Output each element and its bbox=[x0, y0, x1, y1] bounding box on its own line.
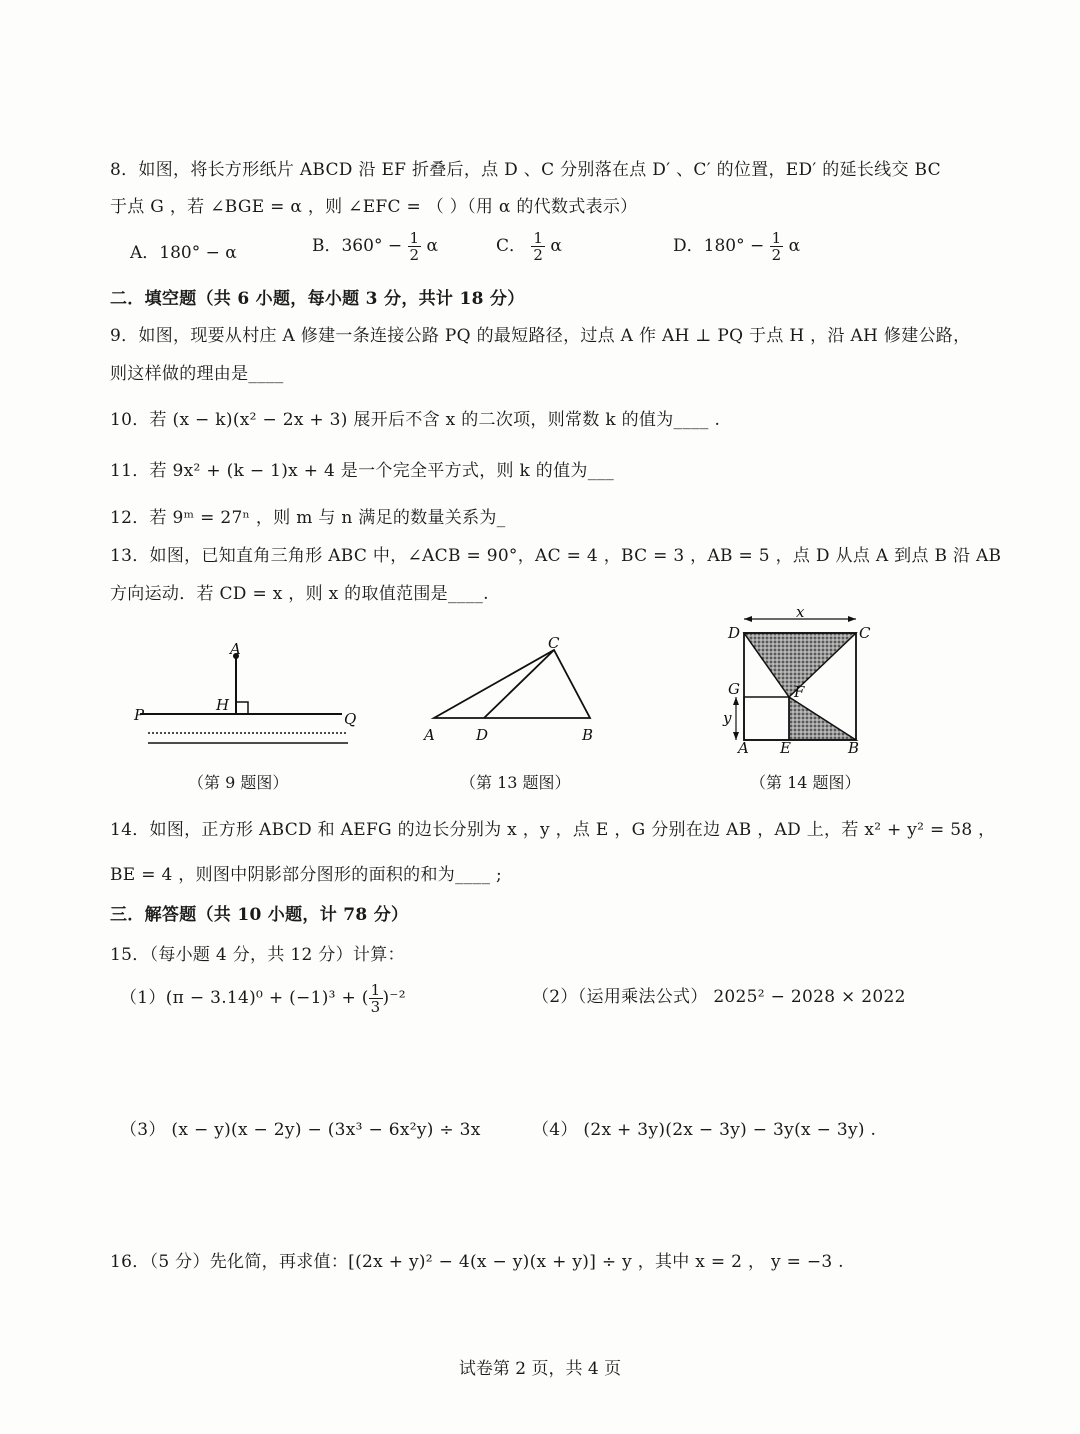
q8-option-b-prefix: B．360° − bbox=[312, 236, 403, 256]
q15-part1-prefix: （1）(π − 3.14)⁰ + (−1)³ + ( bbox=[120, 988, 369, 1008]
fig9-caption: （第 9 题图） bbox=[188, 773, 289, 792]
fraction-denominator: 2 bbox=[771, 246, 782, 264]
q8-option-c bbox=[496, 230, 562, 263]
fraction-denominator: 3 bbox=[370, 998, 381, 1016]
fig14-arrow-up bbox=[733, 697, 739, 705]
fig13-label-a: A bbox=[424, 726, 435, 744]
fig14-label-f: F bbox=[794, 683, 805, 701]
fig9-label-q: Q bbox=[344, 710, 357, 728]
q8-option-d-prefix: D．180° − bbox=[673, 236, 765, 256]
page-footer: 试卷第 2 页，共 4 页 bbox=[458, 1359, 622, 1379]
fig13-label-c: C bbox=[548, 634, 560, 652]
figure-q9 bbox=[130, 640, 370, 750]
q15-part3: （3） (x − y)(x − 2y) − (3x³ − 6x²y) ÷ 3x bbox=[120, 1120, 481, 1140]
fraction-denominator: 2 bbox=[533, 246, 543, 264]
fraction-denominator: 2 bbox=[409, 246, 420, 264]
fig14-label-c: C bbox=[859, 624, 871, 642]
q12-text: 12．若 9ᵐ = 27ⁿ ，则 m 与 n 满足的数量关系为_ bbox=[110, 508, 506, 528]
fig13-label-d: D bbox=[476, 726, 489, 744]
fig14-arrow-right bbox=[848, 616, 856, 622]
q15-intro: 15．（每小题 4 分，共 12 分）计算： bbox=[110, 945, 405, 965]
q10-text: 10．若 (x − k)(x² − 2x + 3) 展开后不含 x 的二次项，则常数 k 的值为____ . bbox=[110, 410, 721, 430]
fig13-caption: （第 13 题图） bbox=[460, 773, 571, 792]
q9-line1: 9．如图，现要从村庄 A 修建一条连接公路 PQ 的最短路径，过点 A 作 AH ⊥ PQ 于点 H ，沿 AH 修建公路， bbox=[110, 326, 971, 346]
q8-line2: 于点 G ，若 ∠BGE = α ，则 ∠EFC = （ ）（用 α 的代数式表示） bbox=[110, 197, 638, 217]
fig14-square-aefg bbox=[744, 697, 789, 740]
fraction-numerator: 1 bbox=[771, 229, 782, 247]
figure-q13 bbox=[418, 630, 618, 750]
q8-option-c-prefix: C． bbox=[496, 236, 527, 256]
q13-line2: 方向运动．若 CD = x ，则 x 的取值范围是____. bbox=[110, 584, 489, 604]
q14-line2: BE = 4 ，则图中阴影部分图形的面积的和为____ ; bbox=[110, 865, 503, 885]
fraction-numerator: 1 bbox=[370, 981, 381, 999]
fig14-shaded-triangle-bottom bbox=[789, 697, 856, 740]
q8-option-b-fraction bbox=[408, 230, 422, 263]
q14-line1: 14．如图，正方形 ABCD 和 AEFG 的边长分别为 x ，y ，点 E ，G 分别在边 AB ，AD 上，若 x² + y² = 58 ， bbox=[110, 820, 996, 840]
fig14-label-a: A bbox=[738, 739, 749, 755]
fig9-right-angle-mark bbox=[236, 702, 248, 714]
q8-option-a: A．180° − α bbox=[130, 243, 237, 263]
q16-text: 16．（5 分）先化简，再求值：[(2x + y)² − 4(x − y)(x + y)] ÷ y ，其中 x = 2 ， y = −3 . bbox=[110, 1252, 844, 1272]
fig14-label-e: E bbox=[780, 739, 791, 755]
fig9-label-h: H bbox=[216, 696, 230, 714]
q8-option-c-suffix: α bbox=[550, 236, 562, 256]
q15-part1 bbox=[120, 982, 406, 1015]
q15-part1-suffix: )⁻² bbox=[382, 988, 406, 1008]
q9-line2: 则这样做的理由是____ bbox=[110, 364, 284, 384]
q15-part4: （4） (2x + 3y)(2x − 3y) − 3y(x − 3y) . bbox=[532, 1120, 877, 1140]
fig9-label-p: P bbox=[134, 706, 145, 724]
q8-option-c-fraction bbox=[531, 230, 545, 263]
fig14-arrow-left bbox=[744, 616, 752, 622]
q8-option-b-suffix: α bbox=[426, 236, 438, 256]
q15-part1-fraction bbox=[369, 982, 383, 1015]
q8-option-d-suffix: α bbox=[788, 236, 801, 256]
fig13-label-b: B bbox=[582, 726, 594, 744]
q15-part2: （2）（运用乘法公式） 2025² − 2028 × 2022 bbox=[532, 987, 906, 1007]
figure-q14 bbox=[722, 605, 882, 755]
fig14-caption: （第 14 题图） bbox=[750, 773, 861, 792]
section2-heading: 二．填空题（共 6 小题，每小题 3 分，共计 18 分） bbox=[110, 289, 525, 309]
fig13-triangle-abc bbox=[434, 650, 590, 718]
q11-text: 11．若 9x² + (k − 1)x + 4 是一个完全平方式，则 k 的值为___ bbox=[110, 461, 615, 481]
fraction-numerator: 1 bbox=[409, 229, 420, 247]
q8-option-d-fraction bbox=[770, 230, 784, 263]
q8-line1: 8．如图，将长方形纸片 ABCD 沿 EF 折叠后，点 D 、C 分别落在点 D′ 、C′ 的位置，ED′ 的延长线交 BC bbox=[110, 160, 941, 180]
fig14-label-y: y bbox=[723, 709, 732, 727]
fraction-numerator: 1 bbox=[533, 229, 543, 247]
q8-option-d bbox=[673, 230, 800, 263]
fig14-label-x: x bbox=[796, 605, 805, 621]
fig9-label-a: A bbox=[230, 640, 241, 658]
fig14-label-b: B bbox=[848, 739, 860, 755]
fig14-label-g: G bbox=[728, 680, 740, 698]
fig14-label-d: D bbox=[728, 624, 741, 642]
q8-option-b bbox=[312, 230, 438, 263]
section3-heading: 三．解答题（共 10 小题，计 78 分） bbox=[110, 905, 409, 925]
q13-line1: 13．如图，已知直角三角形 ABC 中，∠ACB = 90°，AC = 4 ，BC = 3 ，AB = 5 ，点 D 从点 A 到点 B 沿 AB bbox=[110, 546, 1002, 566]
